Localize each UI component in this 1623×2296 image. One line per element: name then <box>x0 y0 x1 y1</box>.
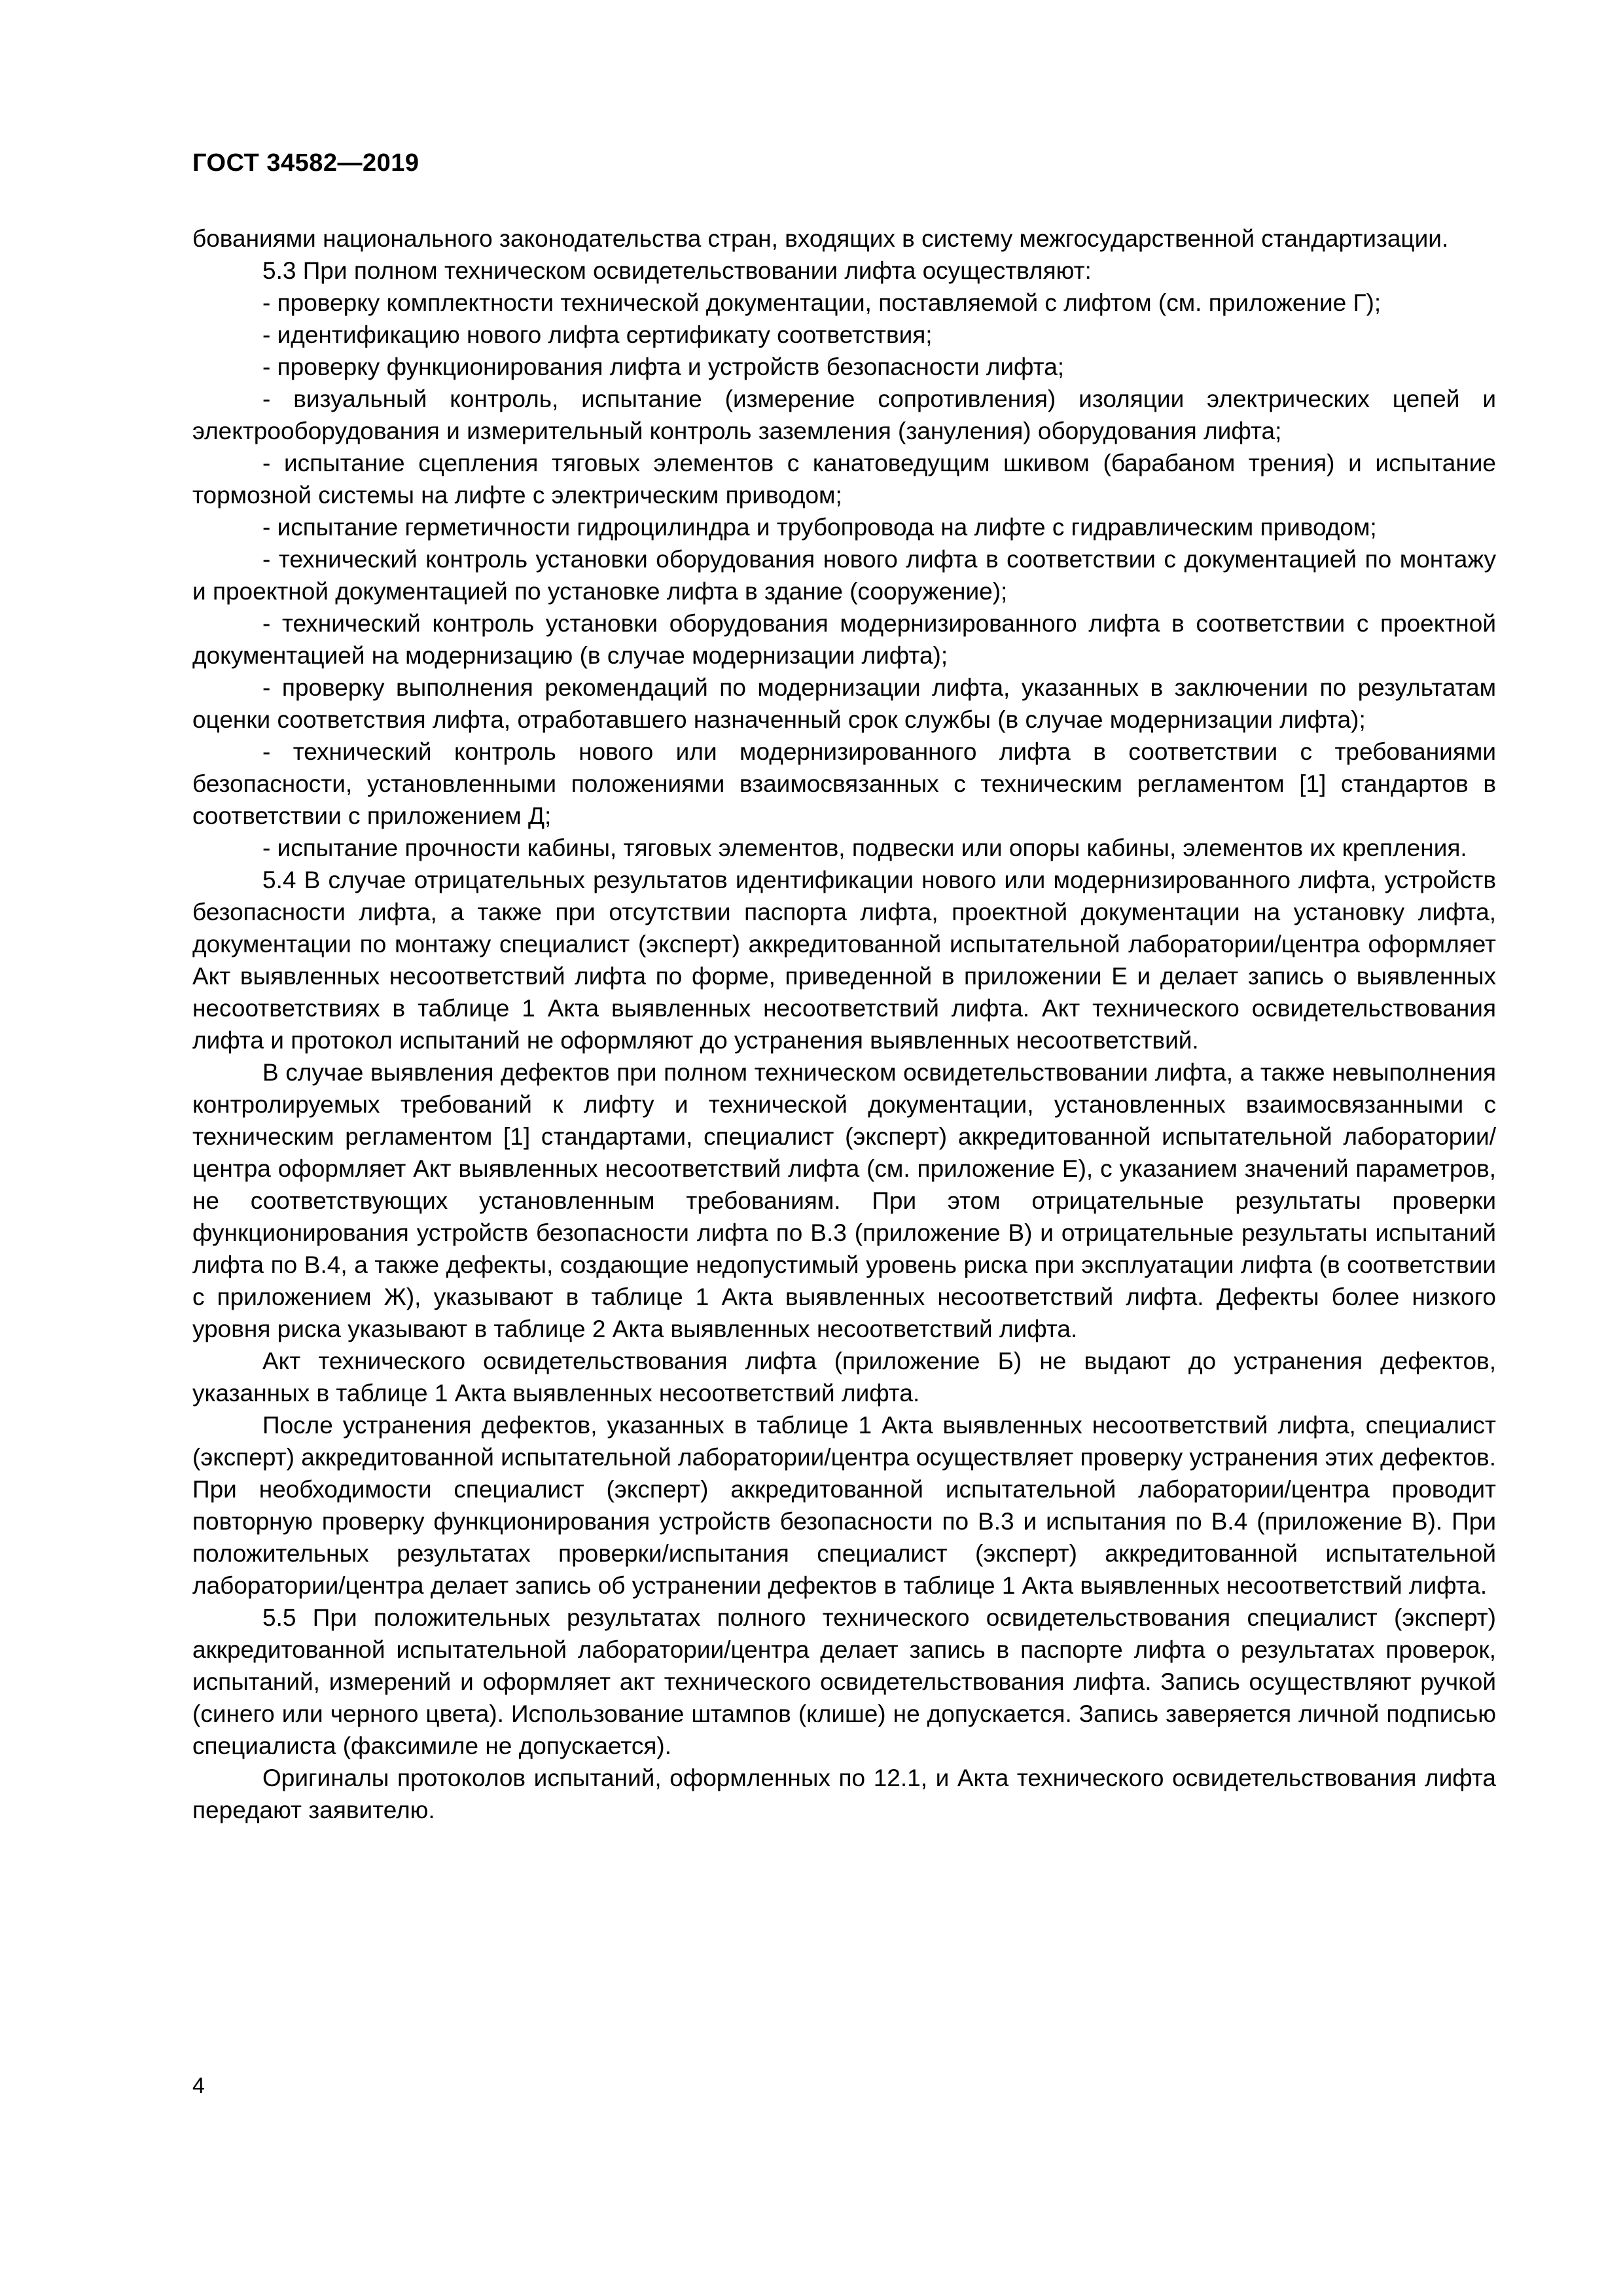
paragraph: 5.3 При полном техническом освидетельствовании лифта осуществляют: <box>262 257 1092 284</box>
list-item: - проверку выполнения рекомендаций по модернизации лифта, указанных в заключении по результатам оценки соответствия лифта, отработавшего назначенный срок службы (в случае модернизации лифта); <box>192 674 1496 733</box>
document-header: ГОСТ 34582—2019 <box>192 149 419 177</box>
list-item: - технический контроль установки оборудования нового лифта в соответствии с документацией по монтажу и проектной документацией по установке лифта в здание (сооружение); <box>192 546 1496 605</box>
paragraph: бованиями национального законодательства стран, входящих в систему межгосударственной стандартизации. <box>192 225 1449 252</box>
list-item: - технический контроль нового или модернизированного лифта в соответствии с требованиями безопасности, установленными положениями взаимосвязанных с техническим регламентом [1] стандартов в соответствии с приложением Д; <box>192 738 1496 829</box>
paragraph: В случае выявления дефектов при полном техническом освидетельствовании лифта, а также невыполнения контролируемых требований к лифту и технической документации, установленных взаимосвязанными с техническим регламентом [1] стандартами, специалист (эксперт) аккредитованной испытательной лаборатории/центра оформляет Акт выявленных несоответствий лифта (см. приложение Е), с указанием значений параметров, не соответствующих установленным требованиям. При этом отрицательные результаты проверки функционирования устройств безопасности лифта по В.3 (приложение В) и отрицательные результаты испытаний лифта по В.4, а также дефекты, создающие недопустимый уровень риска при эксплуатации лифта (в соответствии с приложением Ж), указывают в таблице 1 Акта выявленных несоответствий лифта. Дефекты более низкого уровня риска указывают в таблице 2 Акта выявленных несоответствий лифта. <box>192 1059 1496 1342</box>
list-item: - идентификацию нового лифта сертификату соответствия; <box>262 321 933 348</box>
list-item: - испытание прочности кабины, тяговых элементов, подвески или опоры кабины, элементов их крепления. <box>262 834 1467 861</box>
list-item: - технический контроль установки оборудования модернизированного лифта в соответствии с проектной документацией на модернизацию (в случае модернизации лифта); <box>192 610 1496 669</box>
list-item: - проверку комплектности технической документации, поставляемой с лифтом (см. приложение Г); <box>262 289 1382 316</box>
list-item: - испытание герметичности гидроцилиндра и трубопровода на лифте с гидравлическим приводом; <box>262 514 1377 541</box>
page-number: 4 <box>192 2073 205 2098</box>
list-item: - визуальный контроль, испытание (измерение сопротивления) изоляции электрических цепей и электрооборудования и измерительный контроль заземления (зануления) оборудования лифта; <box>192 386 1496 444</box>
paragraph: Оригиналы протоколов испытаний, оформленных по 12.1, и Акта технического освидетельствования лифта передают заявителю. <box>192 1765 1496 1823</box>
document-body <box>192 223 1496 1826</box>
paragraph: 5.4 В случае отрицательных результатов идентификации нового или модернизированного лифта, устройств безопасности лифта, а также при отсутствии паспорта лифта, проектной документации на установку лифта, документации по монтажу специалист (эксперт) аккредитованной испытательной лаборатории/центра оформляет Акт выявленных несоответствий лифта по форме, приведенной в приложении Е и делает запись о выявленных несоответствиях в таблице 1 Акта выявленных несоответствий лифта. Акт технического освидетельствования лифта и протокол испытаний не оформляют до устранения выявленных несоответствий. <box>192 867 1496 1054</box>
paragraph: Акт технического освидетельствования лифта (приложение Б) не выдают до устранения дефектов, указанных в таблице 1 Акта выявленных несоответствий лифта. <box>192 1348 1496 1407</box>
paragraph: 5.5 При положительных результатах полного технического освидетельствования специалист (эксперт) аккредитованной испытательной лаборатории/центра делает запись в паспорте лифта о результатах проверок, испытаний, измерений и оформляет акт технического освидетельствования лифта. Запись осуществляют ручкой (синего или черного цвета). Использование штампов (клише) не допускается. Запись заверяется личной подписью специалиста (факсимиле не допускается). <box>192 1604 1496 1759</box>
list-item: - проверку функционирования лифта и устройств безопасности лифта; <box>262 353 1065 380</box>
list-item: - испытание сцепления тяговых элементов с канатоведущим шкивом (барабаном трения) и испытание тормозной системы на лифте с электрическим приводом; <box>192 450 1496 509</box>
paragraph: После устранения дефектов, указанных в таблице 1 Акта выявленных несоответствий лифта, специалист (эксперт) аккредитованной испытательной лаборатории/центра осуществляет проверку устранения этих дефектов. При необходимости специалист (эксперт) аккредитованной испытательной лаборатории/центра проводит повторную проверку функционирования устройств безопасности по В.3 и испытания по В.4 (приложение В). При положительных результатах проверки/испытания специалист (эксперт) аккредитованной испытательной лаборатории/центра делает запись об устранении дефектов в таблице 1 Акта выявленных несоответствий лифта. <box>192 1412 1496 1599</box>
